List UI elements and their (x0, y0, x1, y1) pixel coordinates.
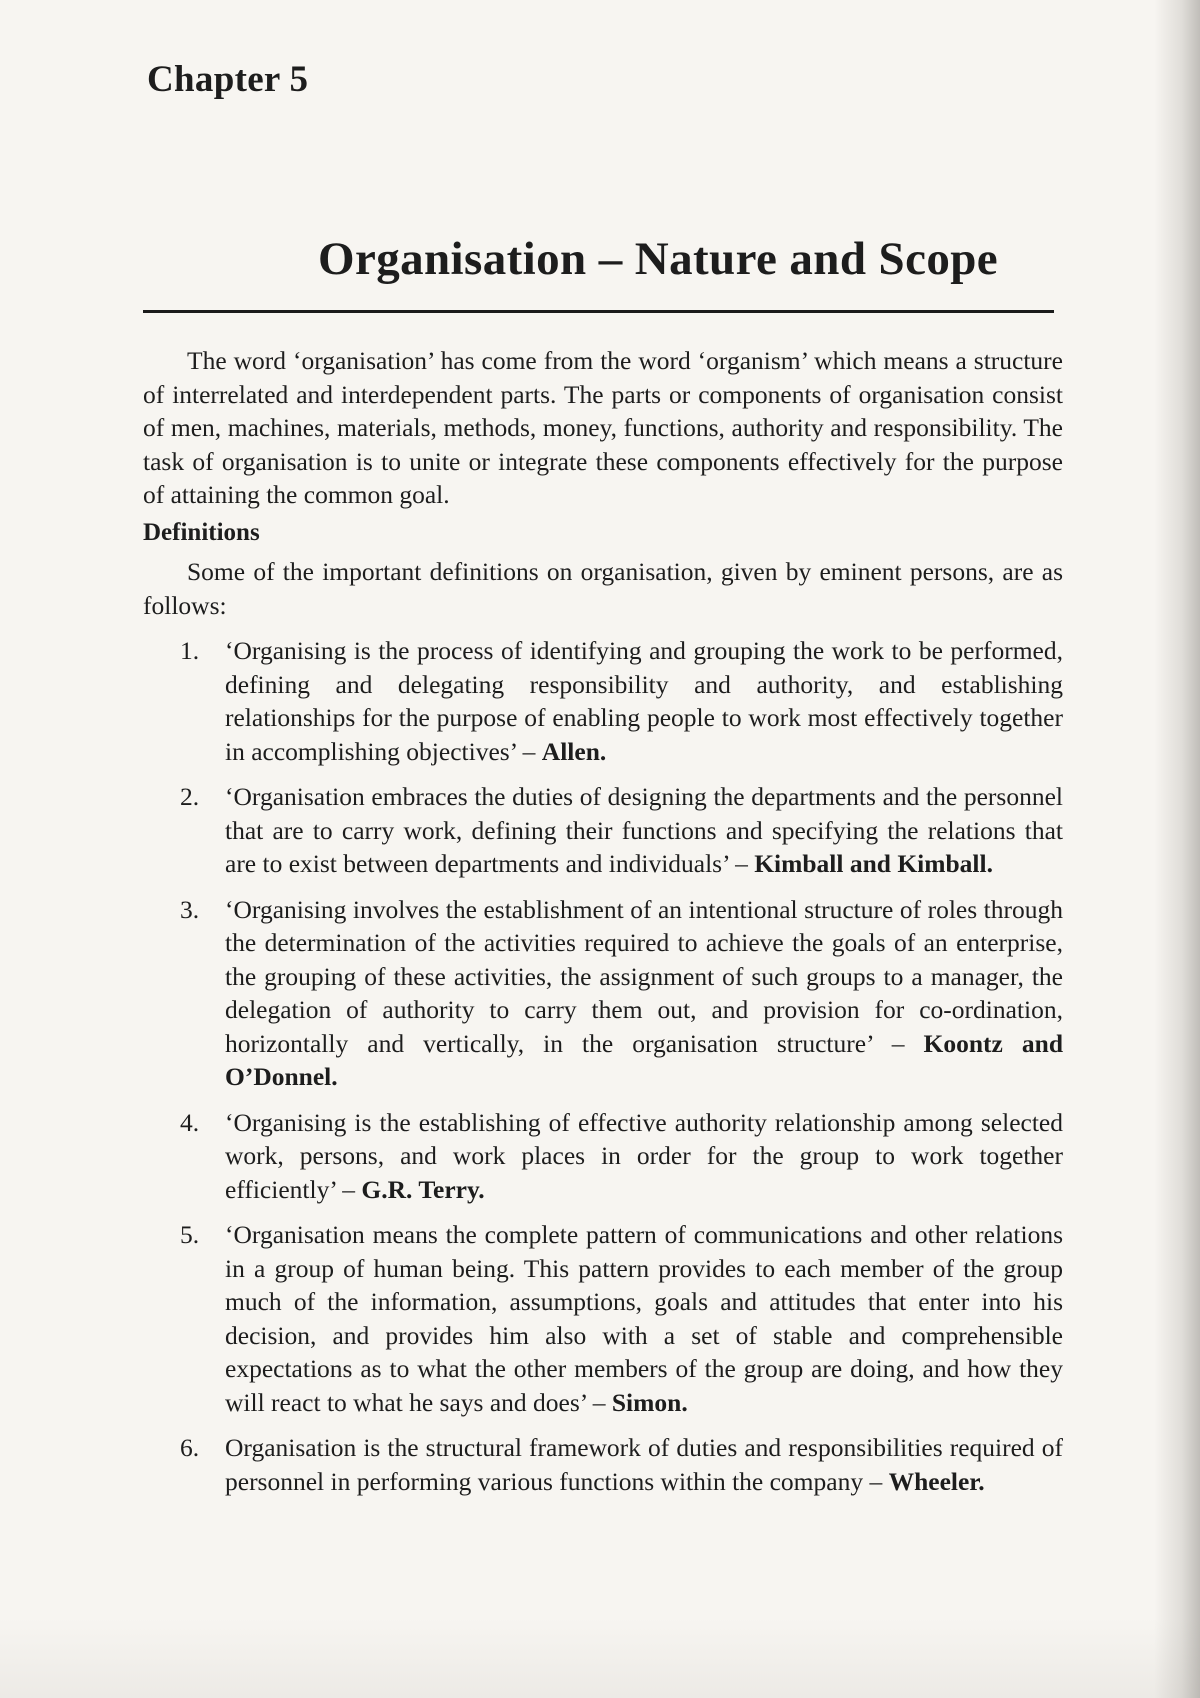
definition-item (143, 780, 1063, 881)
definitions-heading: Definitions (143, 518, 260, 546)
title-rule (143, 310, 1054, 313)
definition-item (143, 634, 1063, 768)
definition-author: Wheeler. (888, 1466, 985, 1496)
definition-number: 2. (180, 782, 200, 811)
page-bottom-shade (0, 1618, 1200, 1698)
document-body (143, 344, 1063, 1510)
definition-number: 1. (180, 636, 200, 665)
definition-number: 4. (180, 1107, 200, 1137)
page-edge-shadow (1154, 0, 1200, 1698)
definition-item (143, 1218, 1063, 1419)
definition-item (143, 1106, 1063, 1207)
definition-author: Simon. (611, 1387, 688, 1417)
definition-number: 5. (180, 1220, 200, 1249)
definition-item (143, 893, 1063, 1094)
definition-item (143, 1431, 1063, 1498)
definition-author: G.R. Terry. (361, 1174, 485, 1204)
definition-number: 3. (180, 894, 200, 924)
definition-author: Kimball and Kimball. (754, 849, 993, 878)
definitions-intro: Some of the important definitions on organisation, given by eminent persons, are as follows: (143, 557, 1063, 620)
chapter-label: Chapter 5 (147, 59, 309, 100)
definition-text: ‘Organising is the process of identifying and grouping the work to be performed, defining and delegating responsibility and authority, and establishing relationships for the purpose of enabling people to work most effectively together in accomplishing objectives’ – (225, 636, 1063, 766)
definition-text: Organisation is the structural framework of duties and responsibilities required of personnel in performing various functions within the company – (225, 1433, 1063, 1496)
definition-author: Koontz and O’Donnel. (225, 1028, 1063, 1091)
definition-text: ‘Organisation embraces the duties of designing the departments and the personnel that are to carry work, defining their functions and specifying the relations that are to exist between departments and individuals’ – (225, 782, 1063, 878)
definition-number: 6. (180, 1433, 200, 1462)
page-title: Organisation – Nature and Scope (318, 233, 999, 285)
definition-author: Allen. (541, 736, 607, 766)
definitions-list (143, 634, 1063, 1498)
definition-text: ‘Organising is the establishing of effective authority relationship among selected work, persons, and work places in order for the group to work together efficiently’ – (225, 1107, 1063, 1204)
intro-paragraph: The word ‘organisation’ has come from the word ‘organism’ which means a structure of interrelated and interdependent parts. The parts or components of organisation consist of men, machines, materials, methods, money, functions, authority and responsibility. The task of organisation is to unite or integrate these components effectively for the purpose of attaining the common goal. (143, 346, 1063, 509)
definition-text: ‘Organisation means the complete pattern of communications and other relations in a group of human being. This pattern provides to each member of the group much of the information, assumptions, goals and attitudes that enter into his decision, and provides him also with a set of stable and comprehensible expectations as to what the other members of the group are doing, and how they will react to what he says and does’ – (225, 1220, 1063, 1417)
definition-text: ‘Organising involves the establishment of an intentional structure of roles through the determination of the activities required to achieve the goals of an enterprise, the grouping of these activities, the assignment of such groups to a manager, the delegation of authority to carry them out, and provision for co-ordination, horizontally and vertically, in the organisation structure’ – (225, 894, 1063, 1058)
